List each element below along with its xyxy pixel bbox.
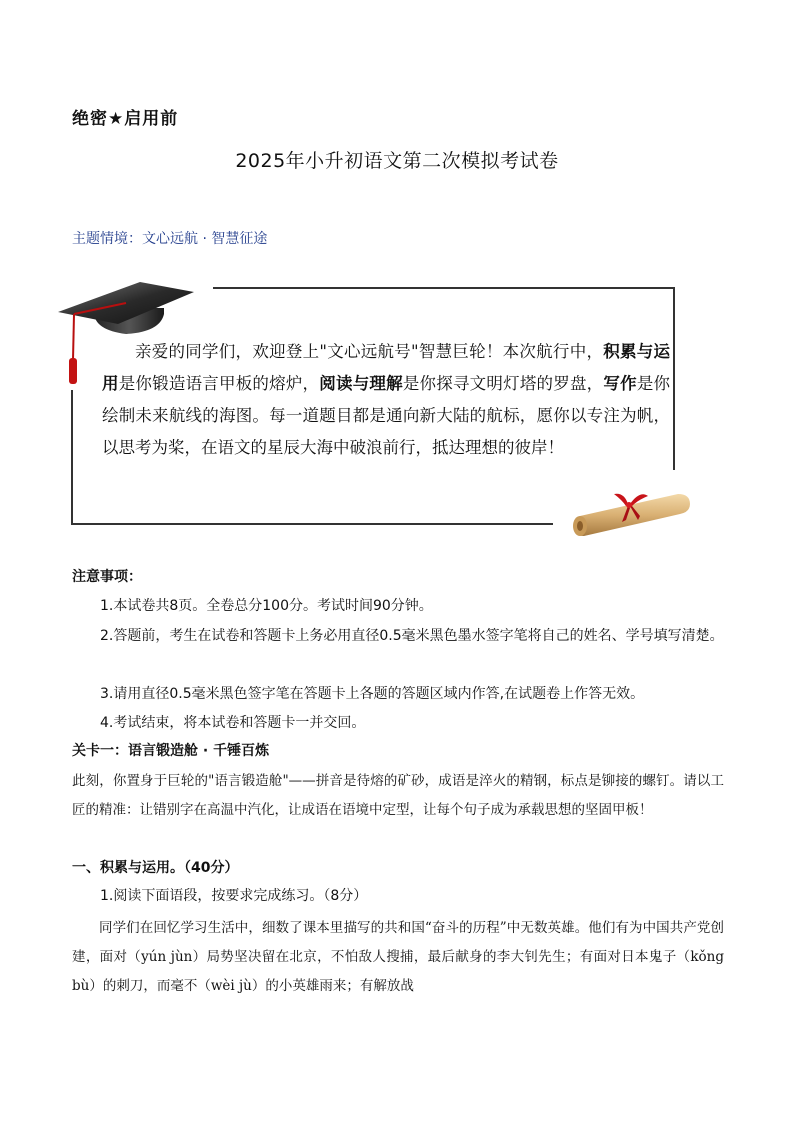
reading-passage: 同学们在回忆学习生活中，细数了课本里描写的共和国“奋斗的历程”中无数英雄。他们有为中国共产党创建，面对（yún jùn）局势坚决留在北京，不怕敌人搜捕，最后献身的李大钊先生；有面对日本鬼子（kǒng bù）的刺刀，而毫不（wèi jù）的小英雄雨来；有解放战: [72, 920, 724, 994]
intro-bold-3: 写作: [603, 374, 637, 393]
level-heading: 关卡一：语言锻造舱 · 千锤百炼: [72, 743, 270, 759]
theme-line: 主题情境：文心远航 · 智慧征途: [72, 231, 268, 247]
notes-heading: 注意事项：: [72, 569, 142, 585]
intro-text-2: 是你锻造语言甲板的熔炉，: [118, 374, 320, 393]
question-prompt: 1.阅读下面语段，按要求完成练习。（8分）: [100, 888, 368, 904]
frame-bottom-border: [71, 523, 553, 525]
confidential-label: 绝密★启用前: [72, 109, 179, 129]
note-item: 1.本试卷共8页。全卷总分100分。考试时间90分钟。: [100, 598, 433, 614]
intro-paragraph: [102, 336, 670, 464]
note-item: 4.考试结束，将本试卷和答题卡一并交回。: [100, 715, 366, 731]
intro-text-3: 是你探寻文明灯塔的罗盘，: [402, 374, 604, 393]
frame-right-border: [673, 287, 675, 470]
exam-title: 2025年小升初语文第二次模拟考试卷: [235, 150, 559, 172]
frame-left-border: [71, 390, 73, 525]
level-description: 此刻，你置身于巨轮的"语言锻造舱"——拼音是待熔的矿砂，成语是淬火的精钢，标点是铆接的螺钉。请以工匠的精准：让错别字在高温中汽化，让成语在语境中定型，让每个句子成为承载思想的坚固甲板！: [72, 773, 724, 818]
note-item: 3.请用直径0.5毫米黑色签字笔在答题卡上各题的答题区域内作答,在试题卷上作答无效。: [100, 686, 645, 702]
intro-text-1: 亲爱的同学们，欢迎登上"文心远航号"智慧巨轮！本次航行中，: [135, 342, 604, 361]
intro-bold-1: 积累与运用: [102, 342, 670, 393]
intro-text-4: 是你绘制未来航线的海图。每一道题目都是通向新大陆的航标，愿你以专注为帆，以思考为桨，在语文的星辰大海中破浪前行，抵达理想的彼岸！: [102, 374, 671, 457]
section-heading: 一、积累与运用。（40分）: [72, 860, 239, 876]
frame-top-border: [213, 287, 675, 289]
intro-bold-2: 阅读与理解: [319, 374, 403, 393]
note-item: 2.答题前，考生在试卷和答题卡上务必用直径0.5毫米黑色墨水签字笔将自己的姓名、学号填写清楚。: [100, 628, 724, 644]
diploma-scroll-icon: [566, 486, 696, 542]
